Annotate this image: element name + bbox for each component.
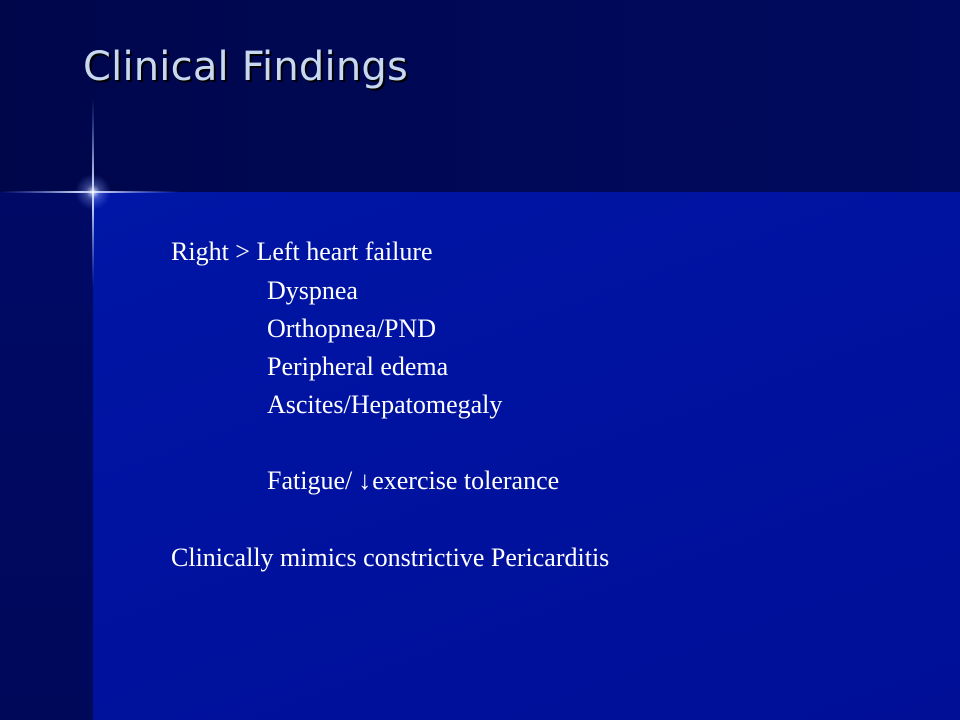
down-arrow-icon: ↓ (358, 466, 372, 495)
fatigue-suffix: exercise tolerance (372, 466, 560, 495)
symptom-edema: Peripheral edema (267, 352, 449, 381)
symptom-dyspnea: Dyspnea (267, 276, 358, 305)
fatigue-prefix: Fatigue/ (267, 466, 353, 495)
symptom-ascites: Ascites/Hepatomegaly (267, 390, 503, 419)
heading-line: Right > Left heart failure (171, 237, 433, 266)
fatigue-line (267, 468, 559, 494)
conclusion-line: Clinically mimics constrictive Pericarditis (171, 543, 610, 572)
slide-title: Clinical Findings (83, 44, 409, 90)
symptom-orthopnea: Orthopnea/PND (267, 314, 436, 343)
